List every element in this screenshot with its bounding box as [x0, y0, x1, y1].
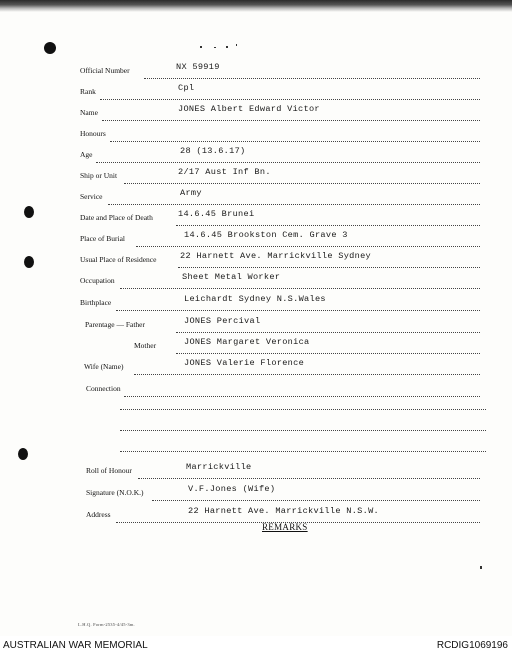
field-line: [136, 246, 480, 247]
honours-row: [80, 129, 480, 143]
wife-value: JONES Valerie Florence: [184, 358, 305, 368]
father-label: Parentage — Father: [85, 320, 145, 329]
signature-row: [80, 484, 480, 502]
scan-mark: [226, 46, 228, 48]
field-line: [96, 162, 480, 163]
roll-of-honour-value: Marrickville: [186, 462, 252, 472]
connection-label: Connection: [86, 384, 121, 393]
address-value: 22 Harnett Ave. Marrickville N.S.W.: [188, 506, 379, 516]
age-label: Age: [80, 150, 93, 159]
scan-mark: [480, 566, 482, 569]
burial-value: 14.6.45 Brookston Cem. Grave 3: [184, 230, 348, 240]
death-label: Date and Place of Death: [80, 213, 153, 222]
father-row: [80, 316, 480, 334]
field-line: [124, 183, 480, 184]
mother-row: [80, 337, 480, 355]
field-line: [134, 374, 480, 375]
wife-row: [80, 358, 480, 376]
field-line: [144, 78, 480, 79]
ship-or-unit-row: [80, 167, 480, 185]
roll-of-honour-label: Roll of Honour: [86, 466, 132, 475]
field-line: [176, 225, 480, 226]
residence-value: 22 Harnett Ave. Marrickville Sydney: [180, 251, 371, 261]
burial-label: Place of Burial: [80, 234, 125, 243]
burial-row: [80, 230, 480, 248]
punch-hole-middle-2: [24, 256, 34, 268]
service-label: Service: [80, 192, 103, 201]
rank-value: Cpl: [178, 83, 195, 93]
occupation-value: Sheet Metal Worker: [182, 272, 281, 282]
field-line: [152, 500, 480, 501]
scan-top-edge: [0, 0, 512, 12]
connection-line-2: [120, 409, 486, 410]
occupation-label: Occupation: [80, 276, 115, 285]
rank-row: [80, 83, 480, 101]
field-line: [110, 141, 480, 142]
name-value: JONES Albert Edward Victor: [178, 104, 320, 114]
archive-footer: [0, 636, 512, 654]
field-line: [108, 204, 480, 205]
field-line: [138, 478, 480, 479]
name-label: Name: [80, 108, 98, 117]
signature-label: Signature (N.O.K.): [86, 488, 144, 497]
ship-or-unit-value: 2/17 Aust Inf Bn.: [178, 167, 271, 177]
roll-of-honour-row: [80, 462, 480, 480]
wife-label: Wife (Name): [84, 362, 124, 371]
father-value: JONES Percival: [184, 316, 261, 326]
death-row: [80, 209, 480, 227]
field-line: [116, 310, 480, 311]
birthplace-row: [80, 294, 480, 312]
punch-hole-middle-1: [24, 206, 34, 218]
punch-hole-bottom: [18, 448, 28, 460]
connection-line-3: [120, 430, 486, 431]
honours-label: Honours: [80, 129, 106, 138]
official-number-row: [80, 62, 480, 80]
footer-institution: AUSTRALIAN WAR MEMORIAL: [3, 640, 148, 651]
address-label: Address: [86, 510, 111, 519]
field-line: [176, 353, 480, 354]
form-reference: L.H.Q. Form-2535-4/45-3m.: [78, 622, 135, 627]
field-line: [176, 332, 480, 333]
scan-mark: [236, 44, 237, 46]
mother-value: JONES Margaret Veronica: [184, 337, 310, 347]
residence-row: [80, 251, 480, 269]
connection-line-4: [120, 451, 486, 452]
field-line: [178, 267, 480, 268]
field-line: [100, 99, 480, 100]
ship-or-unit-label: Ship or Unit: [80, 171, 118, 180]
connection-row: [80, 384, 480, 398]
age-row: [80, 146, 480, 164]
signature-value: V.F.Jones (Wife): [188, 484, 276, 494]
mother-label: Mother: [134, 341, 157, 350]
age-value: 28 (13.6.17): [180, 146, 246, 156]
birthplace-label: Birthplace: [80, 298, 112, 307]
scan-mark: [214, 47, 216, 48]
field-line: [120, 288, 480, 289]
field-line: [124, 396, 480, 397]
official-number-value: NX 59919: [176, 62, 220, 72]
rank-label: Rank: [80, 87, 96, 96]
birthplace-value: Leichardt Sydney N.S.Wales: [184, 294, 326, 304]
name-row: [80, 104, 480, 122]
remarks-heading: REMARKS: [262, 522, 308, 532]
occupation-row: [80, 272, 480, 290]
field-line: [102, 120, 480, 121]
service-row: [80, 188, 480, 206]
residence-label: Usual Place of Residence: [80, 255, 157, 264]
punch-hole-top: [44, 42, 56, 54]
footer-record-id: RCDIG1069196: [436, 640, 508, 651]
scan-mark: [200, 46, 202, 48]
death-value: 14.6.45 Brunei: [178, 209, 255, 219]
official-number-label: Official Number: [80, 66, 130, 75]
service-value: Army: [180, 188, 202, 198]
